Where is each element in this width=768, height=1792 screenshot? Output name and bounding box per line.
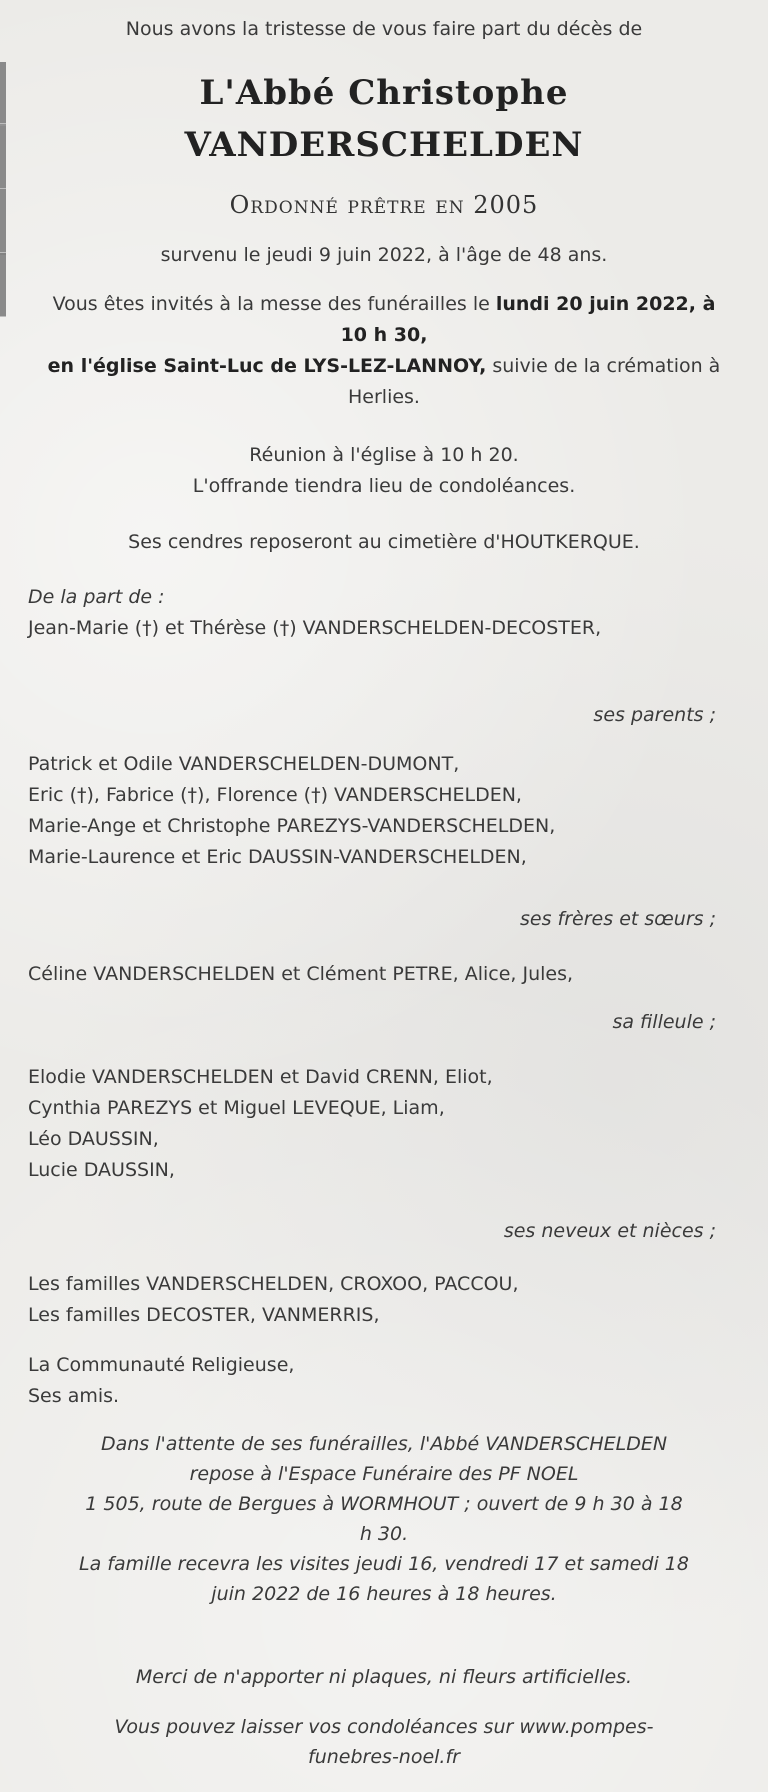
deceased-name-line1: L'Abbé Christophe xyxy=(199,73,569,113)
list-item: Les familles VANDERSCHELDEN, CROXOO, PACCOU, xyxy=(28,1273,519,1295)
list-item: La Communauté Religieuse, xyxy=(28,1354,295,1376)
rest-line: Dans l'attente de ses funérailles, l'Abbé VANDERSCHELDEN xyxy=(100,1433,668,1455)
funeral-info xyxy=(40,289,728,413)
list-item: Ses amis. xyxy=(28,1385,120,1407)
parents-label: ses parents ; xyxy=(593,704,716,726)
list-item: Elodie VANDERSCHELDEN et David CRENN, Eliot, xyxy=(28,1066,493,1088)
parents-names xyxy=(28,613,728,644)
rest-line: h 30. xyxy=(359,1523,409,1545)
rest-line: La famille recevra les visites jeudi 16, vendredi 17 et samedi 18 xyxy=(79,1553,689,1575)
list-item: Lucie DAUSSIN, xyxy=(28,1159,175,1181)
resting-place-info xyxy=(40,1429,728,1609)
meeting-info xyxy=(40,440,728,502)
list-item: Céline VANDERSCHELDEN et Clément PETRE, Alice, Jules, xyxy=(28,963,574,985)
no-flowers-note: Merci de n'apporter ni plaques, ni fleurs artificielles. xyxy=(135,1666,633,1688)
funeral-cremation: suivie de la crémation à Herlies. xyxy=(348,355,721,408)
list-item: Eric (†), Fabrice (†), Florence (†) VANDERSCHELDEN, xyxy=(28,784,522,806)
ashes-info: Ses cendres reposeront au cimetière d'HOUTKERQUE. xyxy=(128,531,640,553)
goddaughter-names xyxy=(28,959,728,990)
intro-text: Nous avons la tristesse de vous faire part du décès de xyxy=(125,18,643,40)
meeting-time: Réunion à l'église à 10 h 20. xyxy=(249,444,519,466)
siblings-label: ses frères et sœurs ; xyxy=(520,908,716,930)
families-names xyxy=(28,1269,728,1331)
condolences-link: funebres-noel.fr xyxy=(308,1746,460,1768)
rest-line: juin 2022 de 16 heures à 18 heures. xyxy=(211,1583,557,1605)
death-date: survenu le jeudi 9 juin 2022, à l'âge de 48 ans. xyxy=(160,244,608,266)
community-names xyxy=(28,1350,728,1412)
rest-line: repose à l'Espace Funéraire des PF NOEL xyxy=(189,1463,579,1485)
siblings-names xyxy=(28,749,728,873)
list-item: Léo DAUSSIN, xyxy=(28,1128,159,1150)
funeral-church: en l'église Saint-Luc de LYS-LEZ-LANNOY, xyxy=(47,355,487,377)
funeral-intro: Vous êtes invités à la messe des funérailles le xyxy=(52,293,496,315)
rest-line: 1 505, route de Bergues à WORMHOUT ; ouvert de 9 h 30 à 18 xyxy=(85,1493,683,1515)
list-item: Marie-Laurence et Eric DAUSSIN-VANDERSCHELDEN, xyxy=(28,846,527,868)
condolences-note xyxy=(40,1712,728,1772)
offering-note: L'offrande tiendra lieu de condoléances. xyxy=(192,475,576,497)
nephews-names xyxy=(28,1062,728,1186)
list-item: Cynthia PAREZYS et Miguel LEVEQUE, Liam, xyxy=(28,1097,445,1119)
list-item: Marie-Ange et Christophe PAREZYS-VANDERSCHELDEN, xyxy=(28,815,556,837)
list-item: Patrick et Odile VANDERSCHELDEN-DUMONT, xyxy=(28,753,460,775)
funeral-date: lundi 20 juin 2022, à 10 h 30, xyxy=(340,293,716,346)
list-item: Jean-Marie (†) et Thérèse (†) VANDERSCHELDEN-DECOSTER, xyxy=(28,617,602,639)
on-behalf-label: De la part de : xyxy=(28,586,165,608)
list-item: Les familles DECOSTER, VANMERRIS, xyxy=(28,1304,380,1326)
goddaughter-label: sa filleule ; xyxy=(612,1011,716,1033)
ordination-line: Ordonné prêtre en 2005 xyxy=(229,191,539,219)
nephews-label: ses neveux et nièces ; xyxy=(503,1220,716,1242)
condolences-line: Vous pouvez laisser vos condoléances sur www.pompes- xyxy=(114,1716,654,1738)
deceased-name-line2: VANDERSCHELDEN xyxy=(184,125,584,165)
